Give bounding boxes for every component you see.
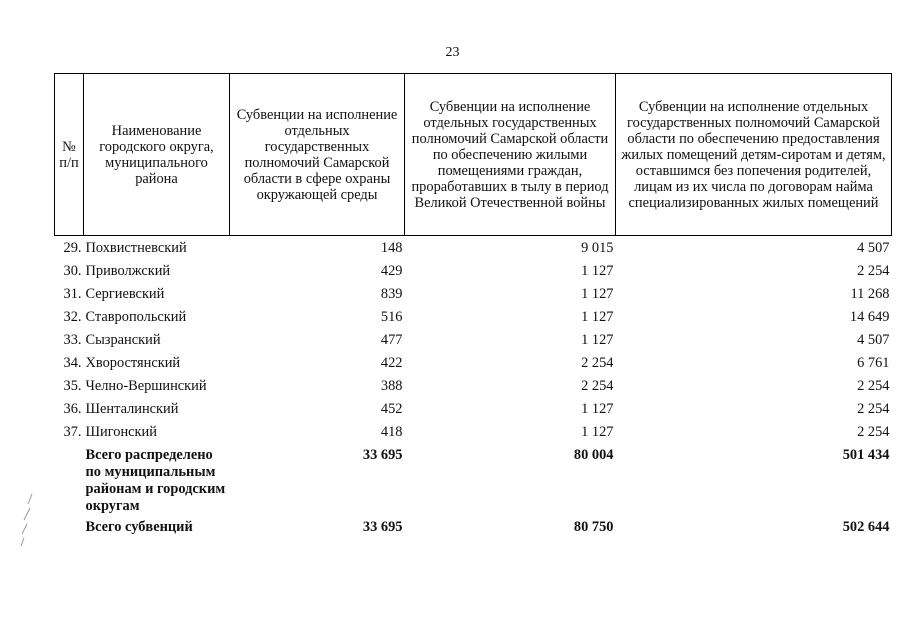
row-num: 37.: [63, 423, 82, 440]
row-num: 31.: [63, 285, 82, 302]
total-subsidies-col3: 502 644: [842, 519, 890, 535]
row-col1: 839: [380, 285, 403, 302]
header-name: Наименование городского округа, муниципального района: [84, 74, 230, 236]
row-col3: 2 254: [857, 377, 890, 394]
table-row: [55, 397, 892, 420]
header-col3: Субвенции на исполнение отдельных государственных полномочий Самарской области по обеспечению предоставления жилых помещений детям-сиротам и детям, оставшимся без попечения родителей, лицам из их числа по договорам найма специализированных жилых помещений: [616, 74, 892, 236]
row-col3: 14 649: [849, 308, 890, 325]
row-col1: 388: [380, 377, 403, 394]
row-num: 34.: [63, 354, 82, 371]
total-subsidies-row: [55, 515, 892, 539]
header-row: [55, 74, 892, 236]
row-col2: 1 127: [581, 308, 614, 325]
row-col3: 2 254: [857, 262, 890, 279]
total-distributed-col3: 501 434: [842, 447, 890, 463]
row-name: Похвистневский: [85, 239, 187, 256]
row-num: 29.: [63, 239, 82, 256]
total-subsidies-num: [55, 515, 84, 539]
table-row: [55, 420, 892, 443]
page-number: 23: [445, 45, 460, 60]
row-col1: 429: [380, 262, 403, 279]
row-name: Ставропольский: [85, 308, 187, 325]
table-row: [55, 374, 892, 397]
row-name: Челно-Вершинский: [85, 377, 207, 394]
row-col1: 477: [380, 331, 403, 348]
row-col2: 1 127: [581, 400, 614, 417]
total-distributed-row: [55, 443, 892, 515]
row-col2: 9 015: [581, 239, 614, 256]
header-col1: Субвенции на исполнение отдельных государственных полномочий Самарской области в сфере охраны окружающей среды: [230, 74, 405, 236]
total-distributed-label: Всего распределено по муниципальным районам и городским округам: [85, 447, 226, 514]
table-row: [55, 259, 892, 282]
header-col2: Субвенции на исполнение отдельных государственных полномочий Самарской области по обеспечению жилыми помещениями граждан, проработавших в тылу в период Великой Отечественной войны: [405, 74, 616, 236]
row-col3: 4 507: [857, 331, 890, 348]
total-subsidies-col2: 80 750: [573, 519, 614, 535]
row-name: Сызранский: [85, 331, 161, 348]
row-col3: 11 268: [850, 285, 890, 302]
row-col2: 1 127: [581, 262, 614, 279]
total-subsidies-label: Всего субвенций: [85, 519, 193, 535]
header-num: № п/п: [55, 74, 84, 236]
total-subsidies-col1: 33 695: [362, 519, 403, 535]
table-row: [55, 236, 892, 260]
row-name: Хворостянский: [85, 354, 181, 371]
row-col1: 422: [380, 354, 403, 371]
row-num: 35.: [63, 377, 82, 394]
total-distributed-col1: 33 695: [362, 447, 403, 463]
row-num: 30.: [63, 262, 82, 279]
row-col3: 2 254: [857, 400, 890, 417]
row-col2: 1 127: [581, 423, 614, 440]
row-col1: 516: [380, 308, 403, 325]
row-name: Сергиевский: [85, 285, 165, 302]
row-col3: 6 761: [857, 354, 890, 371]
row-col1: 418: [380, 423, 403, 440]
row-col3: 2 254: [857, 423, 890, 440]
total-distributed-num: [55, 443, 84, 515]
row-col3: 4 507: [857, 239, 890, 256]
subsidies-table: [54, 73, 892, 539]
row-num: 33.: [63, 331, 82, 348]
row-col2: 1 127: [581, 331, 614, 348]
row-name: Шигонский: [85, 423, 157, 440]
table-row: [55, 328, 892, 351]
table-row: [55, 351, 892, 374]
row-num: 32.: [63, 308, 82, 325]
row-name: Шенталинский: [85, 400, 179, 417]
row-name: Приволжский: [85, 262, 171, 279]
row-col2: 2 254: [581, 354, 614, 371]
row-col2: 1 127: [581, 285, 614, 302]
scan-artifact: [18, 490, 42, 550]
total-distributed-col2: 80 004: [573, 447, 614, 463]
table-row: [55, 305, 892, 328]
row-num: 36.: [63, 400, 82, 417]
row-col1: 452: [380, 400, 403, 417]
row-col2: 2 254: [581, 377, 614, 394]
table-row: [55, 282, 892, 305]
row-col1: 148: [380, 239, 403, 256]
